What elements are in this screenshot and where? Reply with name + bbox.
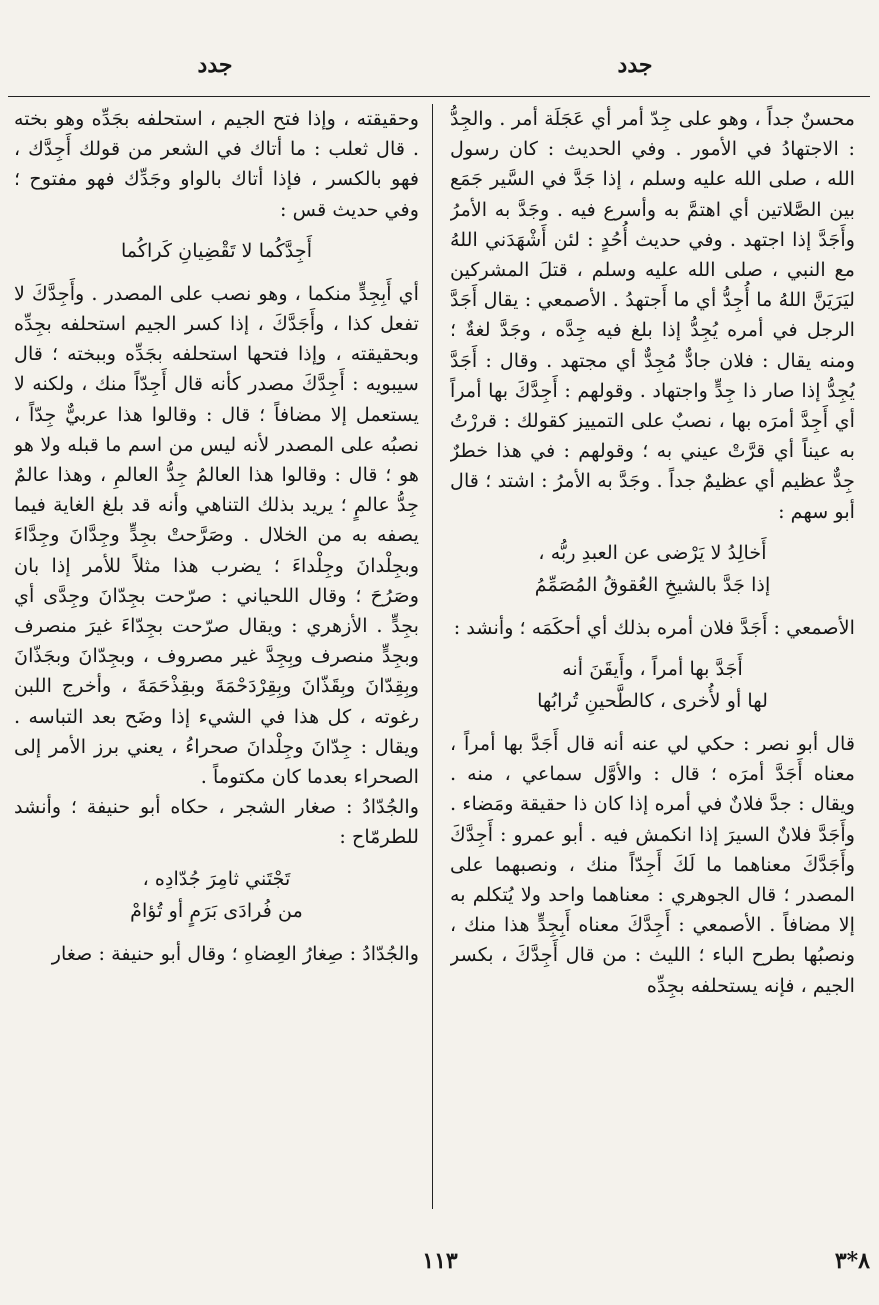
right-paragraph-3: قال أبو نصر : حكي لي عنه أنه قال أَجَدَّ بها أمراً ، معناه أَجَدَّ أمرَه ؛ قال : والأوَّل سماعي ، منه . ويقال : جدَّ فلانٌ في أمره إذا كان ذا حقيقة ومَضاء . وأَجَدَّ فلانٌ السيرَ إذا انكمش فيه . أبو عمرو : أَجِدَّكَ وأَجَدَّكَ معناهما ما لَكَ أَجِدّاً منك ، ونصبهما على المصدر ؛ قال الجوهري : معناهما واحد ولا يُتكلم به إلا مضافاً . الأصمعي : أَجِدَّكَ معناه أَبِجِدٍّ هذا منك ، ونصبُها بطرح الباء ؛ الليث : من قال أَجِدَّكَ ، بكسر الجيم ، فإنه يستحلفه بجِدِّه <box>450 732 855 997</box>
left-verse-2-line-1: تَجْتَني ثامِرَ جُدّادِه ، <box>142 866 291 890</box>
right-verse-1 <box>450 537 855 601</box>
page-number: ١١٣ <box>422 1248 458 1274</box>
column-divider <box>432 104 433 1209</box>
right-verse-2-line-1: أَجَدَّ بها أمراً ، وأَيقَنَ أنه <box>562 657 743 681</box>
right-verse-2-line-2: لها أو لأُخرى ، كالطَّحينِ تُرابُها <box>537 689 768 713</box>
right-paragraph-2: الأصمعي : أَجَدَّ فلان أمره بذلك أي أحكَمَه ؛ وأنشد : <box>453 615 855 639</box>
left-verse-2-line-2: من فُرادَى بَرَمٍ أو تُؤامْ <box>130 898 303 922</box>
right-verse-1-line-2: إذا جَدَّ بالشيخِ العُقوقُ المُصَمِّمُ <box>534 572 771 596</box>
left-verse-1 <box>14 235 419 267</box>
left-paragraph-3: والجُدّادُ : صغار الشجر ، حكاه أبو حنيفة ؛ وأنشد للطرمّاح : <box>14 795 419 849</box>
left-column <box>14 104 419 1209</box>
left-paragraph-1: وحقيقته ، وإذا فتح الجيم ، استحلفه بجَدِّه وهو بخته . قال ثعلب : ما أتاك في الشعر من قولك أَجِدَّك ، فهو بالكسر ، فإذا أتاك بالواو وجَدِّك فهو مفتوح ؛ وفي حديث قس : <box>14 107 419 221</box>
left-paragraph-4: والجُدّادُ : صِغارُ العِضاهِ ؛ وقال أبو حنيفة : صغار <box>51 941 419 965</box>
header-rule <box>8 96 870 97</box>
right-column <box>450 104 855 1209</box>
right-verse-1-line-1: أَخالِدُ لا يَرْضى عن العبدِ ربُّه ، <box>538 540 767 564</box>
header-keyword-left: جدد <box>197 52 233 78</box>
left-verse-1-line-1: أَجِدَّكُما لا تَقْضِيانِ كَراكُما <box>120 238 313 262</box>
right-verse-2 <box>450 653 855 717</box>
header-keyword-right: جدد <box>617 52 653 78</box>
left-verse-2 <box>14 863 419 927</box>
right-paragraph-1: محسنٌ جداً ، وهو على جِدّ أمر أي عَجَلَة أمر . والجِدُّ : الاجتهادُ في الأمور . وفي الحديث : كان رسول الله ، صلى الله عليه وسلم ، إذا جَدَّ في السَّير جَمَع بين الصَّلاتين أي اهتمَّ به وأسرع فيه . وجَدَّ به الأمرُ وأَجَدَّ إذا اجتهد . وفي حديث أُحُدٍ : لئن أَشْهَدَني اللهُ مع النبي ، صلى الله عليه وسلم ، قتلَ المشركين ليَرَيَنَّ اللهُ ما أُجِدُّ أي ما أَجتهدُ . الأصمعي : يقال أَجَدَّ الرجل في أمره يُجِدُّ إذا بلغ فيه جِدَّه ، وجَدَّ لغةٌ ؛ ومنه يقال : فلان جادٌّ مُجِدٌّ أي مجتهد . وقال : أَجَدَّ يُجِدُّ إذا صار ذا جِدٍّ واجتهاد . وقولهم : أَجِدَّكَ بها أمراً أي أَجِدَّ أمرَه بها ، نصبٌ على التمييز كقولك : قررْتُ به عيناً أي قرَّتْ عيني به ؛ وقولهم : في هذا خطرٌ جِدٌّ عظيم أي عظيمٌ جداً . وجَدَّ به الأمرُ : اشتد ؛ قال أبو سهم : <box>450 107 855 523</box>
signature-mark: ٨*٣ <box>834 1248 870 1274</box>
left-paragraph-2: أي أَبِجِدٍّ منكما ، وهو نصب على المصدر . وأَجِدَّكَ لا تفعل كذا ، وأَجَدَّكَ ، إذا كسر الجيم استحلفه بجِدِّه وبحقيقته ، وإذا فتحها استحلفه بجَدِّه وببخته ؛ قال سيبويه : أَجِدَّكَ مصدر كأنه قال أَجِدّاً منك ، ولكنه لا يستعمل إلا مضافاً ؛ قال : وقالوا هذا عربيٌّ جِدّاً ، نصبُه على المصدر لأنه ليس من اسم ما قبله ولا هو هو ؛ قال : وقالوا هذا العالمُ جِدُّ العالمِ ، وهذا عالمٌ جِدُّ عالمٍ ؛ يريد بذلك التناهي وأنه قد بلغ الغاية فيما يصفه به من الخلال . وصَرَّحتْ بجِدٍّ وجِدَّانَ وجِدَّاءَ وبجِلْدانَ وجِلْداءَ ؛ يضرب هذا مثلاً للأمر إذا بان وصَرُحَ ؛ وقال اللحياني : صرّحت بجِدّانَ وجِدَّى أي بجِدٍّ . الأزهري : ويقال صرّحت بجِدّاءَ غيرَ منصرف وبجِدٍّ منصرف وبِجِدَّ غير مصروف ، وبجِدّانَ وبجَذّانَ وبِقِدّانَ وبِقَذّانَ وبِقِرْدَحْمَةَ وبقِذْحَمَةَ ، وأخرج اللبن رغوته ، كل هذا في الشيء إذا وضَح بعد التباسه . ويقال : جِدّانَ وجِلْدانَ صحراءُ ، يعني برز الأمر إلى الصحراء بعدما كان مكتوماً . <box>14 281 419 789</box>
